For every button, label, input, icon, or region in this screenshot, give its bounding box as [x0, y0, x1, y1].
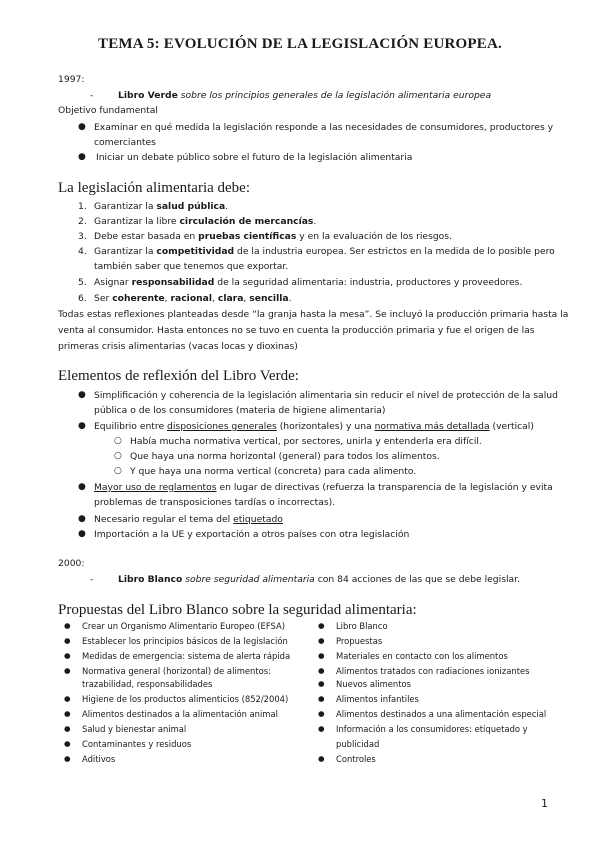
- bold-term: competitividad: [156, 246, 235, 257]
- proposal-item-right: Nuevos alimentos: [336, 679, 412, 689]
- bullet-icon: ●: [318, 636, 325, 645]
- proposal-item-left: Crear un Organismo Alimentario Europeo (EFSA): [82, 621, 285, 631]
- bullet-icon: ●: [318, 666, 325, 675]
- bullet-icon: ●: [78, 152, 86, 162]
- bullet-icon: ●: [78, 529, 86, 539]
- list-number: 3.: [78, 231, 87, 242]
- text-segment: .: [313, 216, 317, 227]
- text-segment: ,: [212, 293, 218, 304]
- bold-term: circulación de mercancías: [179, 216, 314, 227]
- bullet-icon: ●: [318, 709, 325, 718]
- text-segment: Necesario regular el tema del: [94, 514, 234, 525]
- circle-bullet-icon: ○: [114, 466, 122, 476]
- objective-1-line-1: Examinar en qué medida la legislación responde a las necesidades de consumidores, productores y: [94, 122, 554, 133]
- list-item-3: [94, 231, 452, 243]
- list-item-4: [94, 246, 555, 258]
- bullet-icon: ●: [64, 739, 71, 748]
- bullet-icon: ●: [78, 390, 86, 400]
- text-segment: .: [225, 201, 229, 212]
- list-number: 1.: [78, 201, 87, 212]
- text-segment: Ser: [94, 293, 113, 304]
- paragraph-line-3: primeras crisis alimentarias (vacas locas y dioxinas): [58, 341, 298, 352]
- text-segment: .: [288, 293, 292, 304]
- circle-bullet-icon: ○: [114, 451, 122, 461]
- objective-1-line-2: comerciantes: [94, 137, 156, 148]
- verde-item-5: Importación a la UE y exportación a otros países con otra legislación: [94, 529, 410, 540]
- text-segment: y en la evaluación de los riesgos.: [296, 231, 453, 242]
- text-segment: de la industria europea. Ser estrictos en la medida de lo posible pero: [234, 246, 555, 257]
- bullet-icon: ●: [318, 724, 325, 733]
- underlined-term: normativa más detallada: [374, 421, 490, 432]
- bullet-icon: ●: [78, 421, 86, 431]
- proposal-item-left: Salud y bienestar animal: [82, 724, 187, 734]
- libro-blanco-line: [118, 574, 520, 586]
- dash-marker: -: [90, 90, 94, 101]
- proposal-item-left: Medidas de emergencia: sistema de alerta rápida: [82, 651, 291, 661]
- proposal-item-left: Aditivos: [82, 754, 116, 764]
- proposal-item-right: Información a los consumidores: etiquetado y: [336, 724, 528, 734]
- bold-term: racional: [170, 293, 213, 304]
- proposal-item-right: Propuestas: [336, 636, 383, 646]
- heading-libro-blanco: Propuestas del Libro Blanco sobre la seguridad alimentaria:: [58, 602, 417, 618]
- verde-item-1-line-2: pública o de los consumidores (materia de higiene alimentaria): [94, 405, 386, 416]
- text-segment: ,: [243, 293, 250, 304]
- libro-blanco-label: Libro Blanco: [118, 574, 183, 585]
- text-segment: Garantizar la libre: [94, 216, 180, 227]
- bullet-icon: ●: [318, 754, 325, 763]
- bold-term: coherente: [112, 293, 165, 304]
- paragraph-line-1: Todas estas reflexiones planteadas desde “la granja hasta la mesa”. Se incluyó la producción primaria hasta la: [58, 309, 569, 320]
- list-item-2: [94, 216, 316, 228]
- list-item-4-line-2: también saber que tenemos que exportar.: [94, 261, 289, 272]
- proposal-item-right: Controles: [336, 754, 376, 764]
- bullet-icon: ●: [78, 122, 86, 132]
- proposal-item-right: Materiales en contacto con los alimentos: [336, 651, 508, 661]
- verde-item-3: [94, 482, 553, 494]
- bold-term: salud pública: [156, 201, 226, 212]
- list-number: 4.: [78, 246, 87, 257]
- sub-item-3: Y que haya una norma vertical (concreta) para cada alimento.: [130, 466, 417, 477]
- underlined-term: Mayor uso de reglamentos: [94, 482, 217, 493]
- list-item-5: [94, 277, 522, 289]
- paragraph-line-2: venta al consumidor. Hasta entonces no se tuvo en cuenta la producción primaria y fue el origen de las: [58, 325, 535, 336]
- text-segment: Garantizar la: [94, 201, 157, 212]
- bullet-icon: ●: [318, 621, 325, 630]
- text-segment: ,: [164, 293, 171, 304]
- verde-item-3-line-2: problemas de transposiciones tardías o incorrectas).: [94, 497, 336, 508]
- bullet-icon: ●: [78, 514, 86, 524]
- proposal-item-left: Normativa general (horizontal) de alimentos:: [82, 666, 271, 676]
- text-segment: (vertical): [489, 421, 534, 432]
- verde-item-4: [94, 514, 283, 526]
- bullet-icon: ●: [64, 636, 71, 645]
- text-segment: con 84 acciones de las que se debe legislar.: [314, 574, 521, 585]
- verde-item-2: [94, 421, 534, 433]
- proposal-item-right: Alimentos infantiles: [336, 694, 419, 704]
- year-2000: 2000:: [58, 558, 85, 569]
- bullet-icon: ●: [64, 724, 71, 733]
- proposal-item-left: Alimentos destinados a la alimentación animal: [82, 709, 278, 719]
- list-number: 5.: [78, 277, 87, 288]
- libro-verde-label: Libro Verde: [118, 90, 178, 101]
- heading-libro-verde: Elementos de reflexión del Libro Verde:: [58, 368, 299, 384]
- bullet-icon: ●: [64, 709, 71, 718]
- bullet-icon: ●: [318, 694, 325, 703]
- proposal-item-left: Higiene de los productos alimenticios (852/2004): [82, 694, 289, 704]
- list-number: 6.: [78, 293, 87, 304]
- proposal-item-left: Contaminantes y residuos: [82, 739, 192, 749]
- libro-blanco-subtitle: sobre seguridad alimentaria: [182, 574, 315, 585]
- heading-legislacion-debe: La legislación alimentaria debe:: [58, 180, 250, 196]
- text-segment: Equilibrio entre: [94, 421, 168, 432]
- text-segment: (horizontales) y una: [276, 421, 375, 432]
- circle-bullet-icon: ○: [114, 436, 122, 446]
- list-item-1: [94, 201, 228, 213]
- bold-term: sencilla: [249, 293, 289, 304]
- proposal-item-left: Establecer los principios básicos de la legislación: [82, 636, 288, 646]
- libro-verde-line: [118, 90, 491, 102]
- bullet-icon: ●: [64, 694, 71, 703]
- bullet-icon: ●: [64, 666, 71, 675]
- text-segment: de la seguridad alimentaria: industria, productores y proveedores.: [214, 277, 523, 288]
- page-title: TEMA 5: EVOLUCIÓN DE LA LEGISLACIÓN EUROPEA.: [98, 36, 502, 52]
- sub-item-2: Que haya una norma horizontal (general) para todos los alimentos.: [130, 451, 440, 462]
- bullet-icon: ●: [64, 754, 71, 763]
- list-number: 2.: [78, 216, 87, 227]
- list-item-6: [94, 293, 292, 305]
- bullet-icon: ●: [64, 651, 71, 660]
- bullet-icon: ●: [78, 482, 86, 492]
- bold-term: pruebas científicas: [198, 231, 297, 242]
- text-segment: en lugar de directivas (refuerza la transparencia de la legislación y evita: [216, 482, 553, 493]
- verde-item-1-line-1: Simplificación y coherencia de la legislación alimentaria sin reducir el nivel de protección de la salud: [94, 390, 558, 401]
- text-segment: Debe estar basada en: [94, 231, 199, 242]
- bullet-icon: ●: [64, 621, 71, 630]
- underlined-term: disposiciones generales: [167, 421, 277, 432]
- proposal-item-right: Alimentos tratados con radiaciones ionizantes: [336, 666, 530, 676]
- text-segment: Garantizar la: [94, 246, 157, 257]
- bullet-icon: ●: [318, 679, 325, 688]
- objective-label: Objetivo fundamental: [58, 105, 158, 116]
- year-1997: 1997:: [58, 74, 85, 85]
- text-segment: Asignar: [94, 277, 132, 288]
- libro-verde-subtitle: sobre los principios generales de la legislación alimentaria europea: [180, 90, 492, 101]
- underlined-term: etiquetado: [233, 514, 283, 525]
- dash-marker: -: [90, 574, 94, 585]
- proposal-item-right: Libro Blanco: [336, 621, 388, 631]
- page-number: 1: [541, 797, 548, 810]
- proposal-item-right: Alimentos destinados a una alimentación especial: [336, 709, 547, 719]
- proposal-item-right: publicidad: [336, 739, 380, 749]
- objective-2: Iniciar un debate público sobre el futuro de la legislación alimentaria: [96, 152, 413, 163]
- sub-item-1: Había mucha normativa vertical, por sectores, unirla y entenderla era difícil.: [130, 436, 482, 447]
- bold-term: clara: [217, 293, 244, 304]
- bullet-icon: ●: [318, 651, 325, 660]
- bold-term: responsabilidad: [131, 277, 215, 288]
- proposal-item-left: trazabilidad, responsabilidades: [82, 679, 213, 689]
